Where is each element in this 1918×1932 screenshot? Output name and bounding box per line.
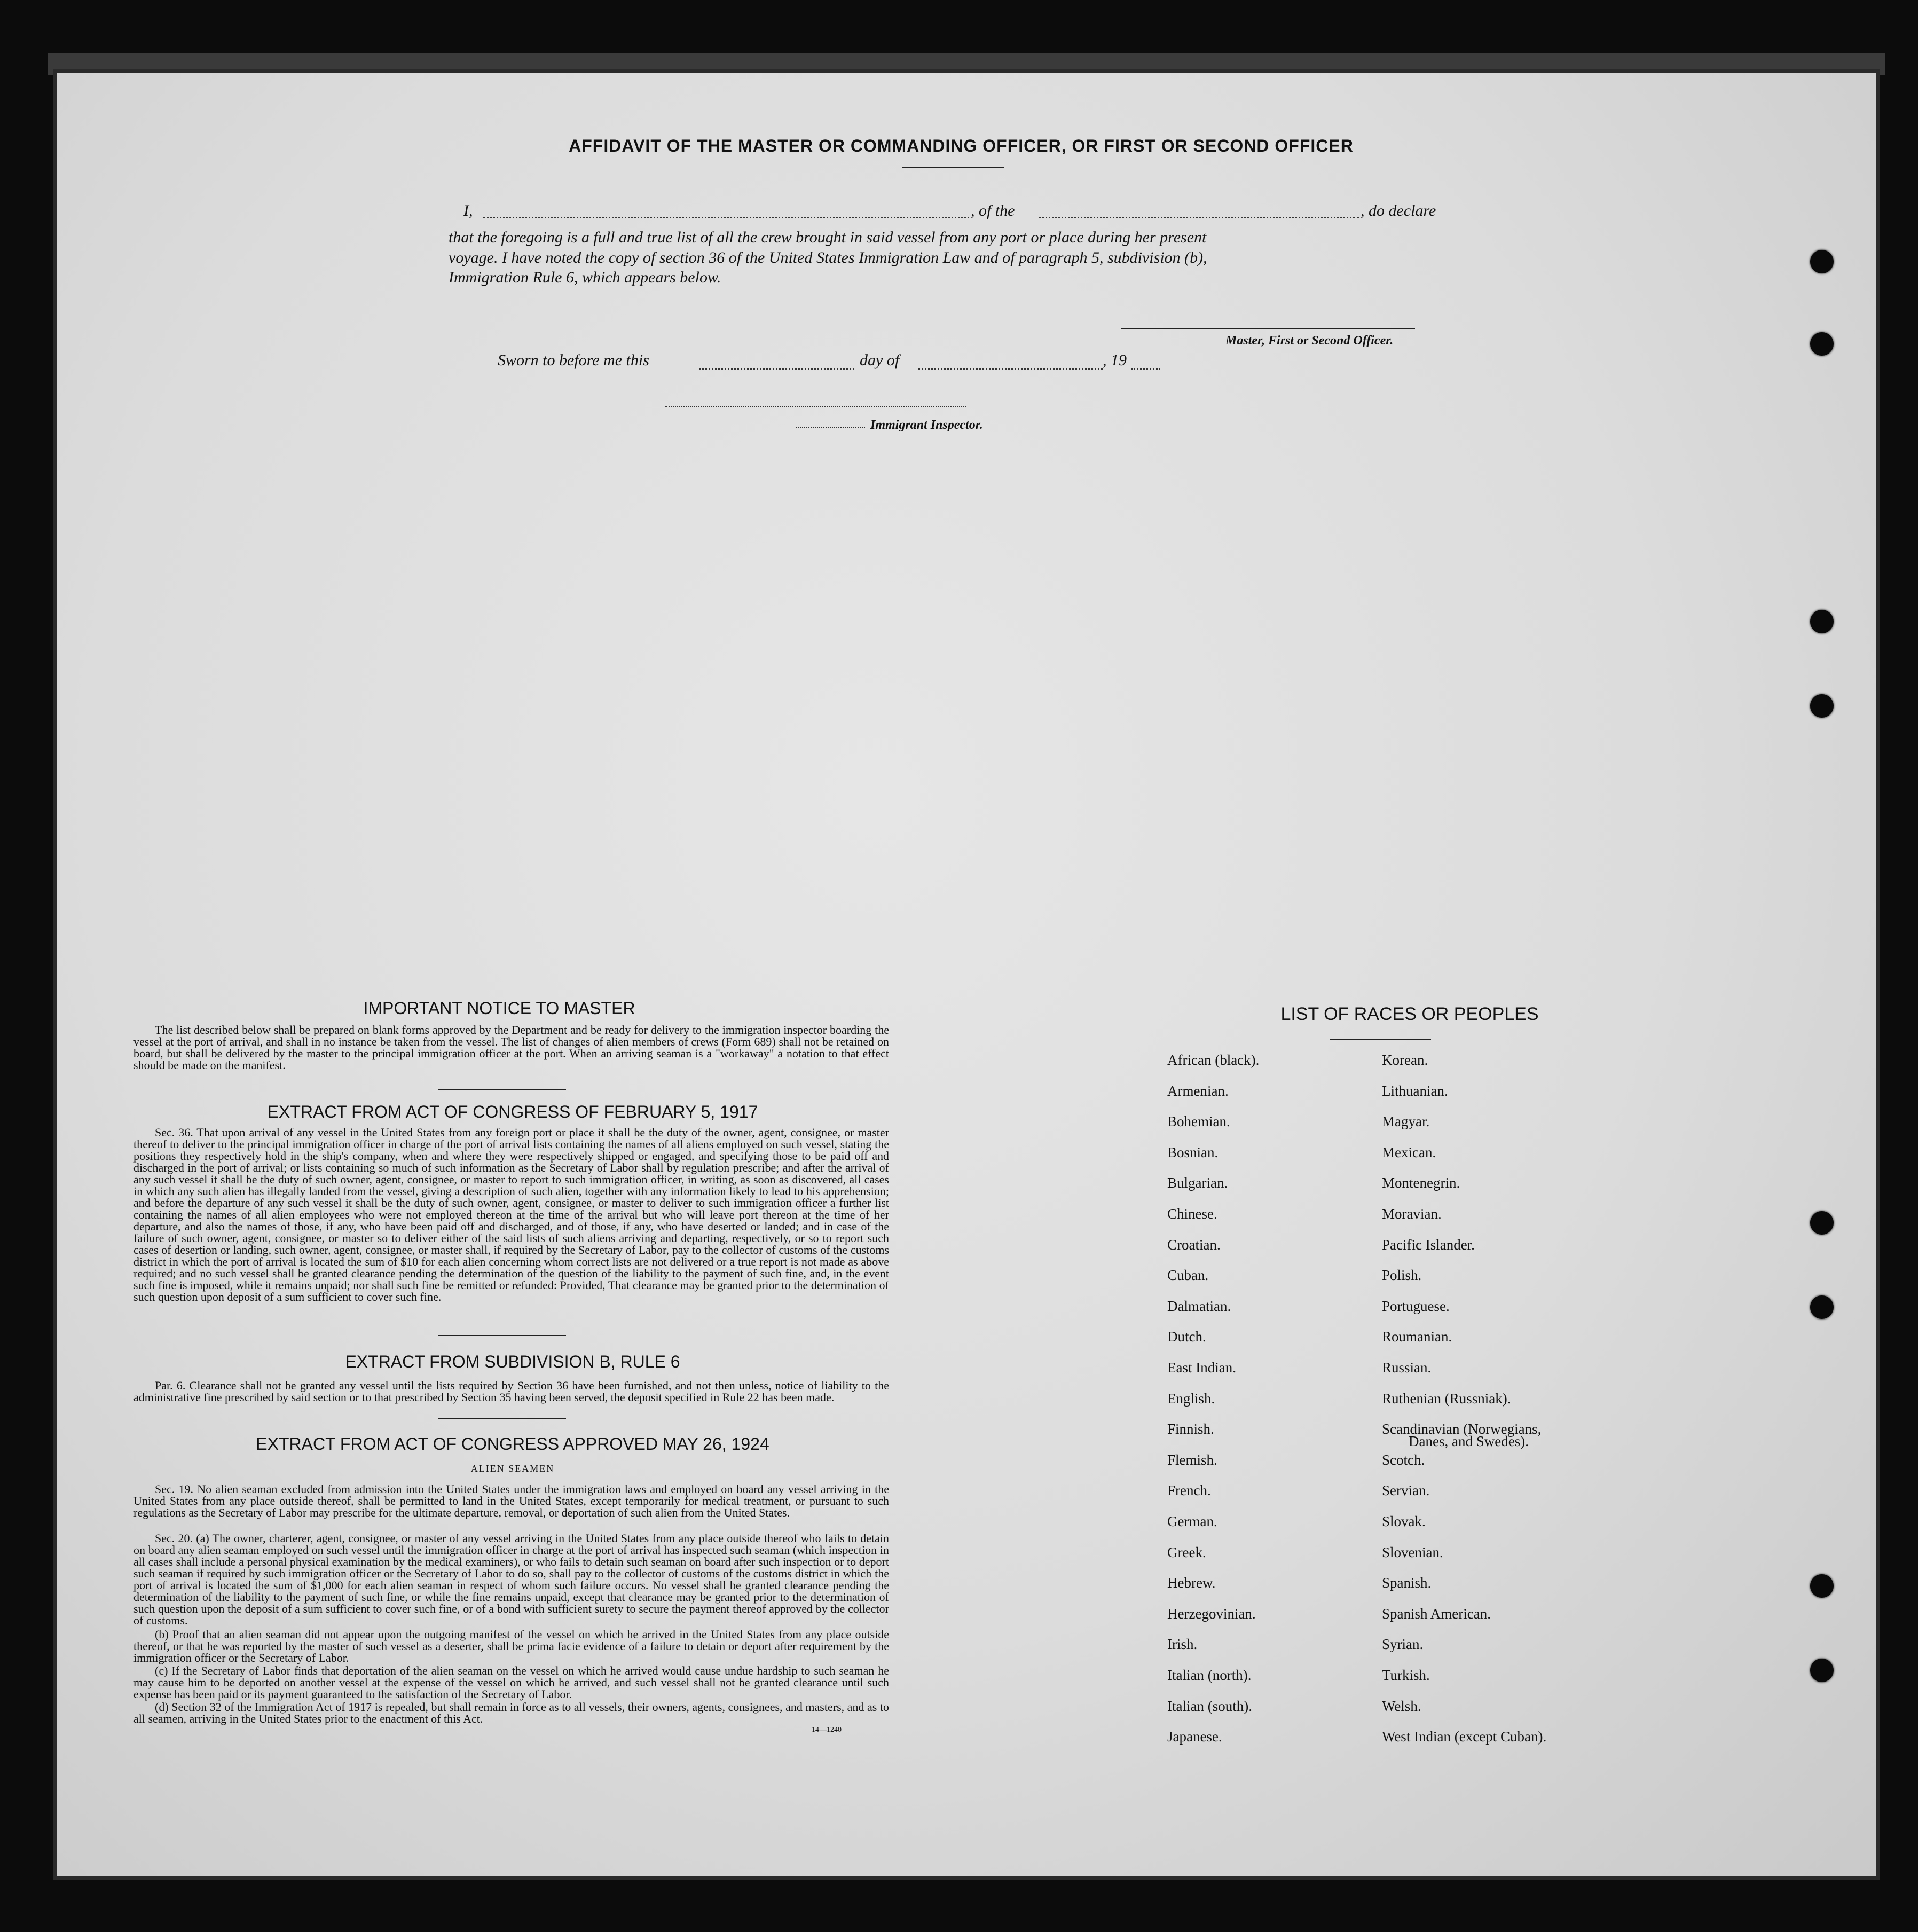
race-item: Spanish American. <box>1382 1605 1491 1622</box>
race-item: Hebrew. <box>1167 1575 1216 1591</box>
extract-rule6-text: Par. 6. Clearance shall not be granted any vessel until the lists required by Section 36 have been furnished, and not then unless, notice of liability to the administrative fine prescribed by said section or to that prescribed by Section 35 having been served, the deposit specified in Rule 22 has been made. <box>133 1379 889 1404</box>
race-item: Roumanian. <box>1382 1329 1452 1345</box>
race-item: Portuguese. <box>1382 1298 1450 1314</box>
race-item: Russian. <box>1382 1360 1432 1376</box>
race-item: Polish. <box>1382 1267 1422 1284</box>
extract-1917-title: EXTRACT FROM ACT OF CONGRESS OF FEBRUARY 5, 1917 <box>267 1102 758 1121</box>
sworn-year: , 19 <box>1103 351 1127 369</box>
binder-hole <box>1810 1295 1834 1319</box>
affidavit-i: I, <box>463 202 473 219</box>
sec20c-text: (c) If the Secretary of Labor finds that deportation of the alien seaman on the vessel on which he arrived would cause undue hardship to such seaman he may cause him to be deported on another vessel at the expense of the vessel on which he arrived, and such vessel shall not be granted clearance until such expense has been paid or its payment guaranteed to the satisfaction of the Secretary of Labor. <box>133 1664 889 1701</box>
sec19-text: Sec. 19. No alien seaman excluded from admission into the United States under the immigration laws and employed on board any vessel arriving in the United States from any place outside thereof, shall be permitted to land in the United States, except temporarily for medical treatment, or pursuant to such regulations as the Secretary of Labor may prescribe for the ultimate departure, removal, or deportation of such alien from the United States. <box>133 1482 889 1519</box>
extract-1917-text: Sec. 36. That upon arrival of any vessel in the United States from any foreign port or place it shall be the duty of the owner, agent, consignee, or master thereof to deliver to the principal immigration officer in charge of the port of arrival lists containing the names of all aliens employed on such vessel, stating the positions they respectively hold in the ship's company, when and where they were respectively shipped or engaged, and specifying those to be paid off and discharged in the port of arrival; or lists containing so much of such information as the Secretary of Labor shall by regulation prescribe; and after the arrival of any such vessel it shall be the duty of such owner, agent, consignee, or master to report to such immigration officer, in writing, as soon as discovered, all cases in which any such alien has illegally landed from the vessel, giving a description of such alien, together with any information likely to lead to his apprehension; and before the departure of any such vessel it shall be the duty of such owner, agent, consignee, or master to deliver to such immigration officer a further list containing the names of all alien employees who were not employed thereon at the time of the arrival but who will leave port thereon at the time of her departure, and also the names of those, if any, who have been paid off and discharged, and of those, if any, who have deserted or landed; and in case of the failure of such owner, agent, consignee, or master so to deliver either of the said lists of such aliens arriving and departing, respectively, or so to report such cases of desertion or landing, such owner, agent, consignee, or master shall, if required by the Secretary of Labor, pay to the collector of customs of the customs district in which the port of arrival is located the sum of $10 for each alien concerning whom correct lists are not delivered or a true report is not made as above required; and no such vessel shall be granted clearance pending the determination of the question of the liability to the payment of such fine, and, in the event such fine is imposed, while it remains unpaid; nor shall such fine be remitted or refunded: Provided, That clearance may be granted prior to the determination of such question upon deposit of a sum sufficient to cover such fine. <box>133 1126 889 1303</box>
race-item: Spanish. <box>1382 1575 1432 1591</box>
race-item: Flemish. <box>1167 1451 1217 1468</box>
races-title: LIST OF RACES OR PEOPLES <box>1280 1004 1539 1024</box>
race-item: Moravian. <box>1382 1206 1442 1222</box>
vessel-blank[interactable] <box>1039 217 1359 218</box>
inspector-short-line <box>796 427 865 428</box>
binder-hole <box>1810 610 1834 633</box>
inspector-label: Immigrant Inspector. <box>870 418 983 432</box>
sworn-month-blank[interactable] <box>918 368 1103 370</box>
form-number: 14—1240 <box>812 1726 842 1734</box>
section-rule <box>438 1089 566 1090</box>
notice-title: IMPORTANT NOTICE TO MASTER <box>363 999 635 1018</box>
affidavit-line3: voyage. I have noted the copy of section 36 of the United States Immigration Law and of paragraph 5, subdivision (b), <box>449 249 1207 266</box>
sec20d-text: (d) Section 32 of the Immigration Act of 1917 is repealed, but shall remain in force as to all vessels, their owners, agents, consignees, and masters, and as to all seamen, arriving in the United States prior to the enactment of this Act. <box>133 1700 889 1725</box>
sworn-day-blank[interactable] <box>699 368 854 370</box>
race-item: Herzegovinian. <box>1167 1605 1256 1622</box>
race-item: Slovak. <box>1382 1513 1426 1529</box>
race-item: Montenegrin. <box>1382 1175 1460 1191</box>
race-item: Servian. <box>1382 1482 1430 1499</box>
race-item: Dalmatian. <box>1167 1298 1231 1314</box>
section-rule <box>438 1418 566 1419</box>
affidavit-declare: , do declare <box>1361 202 1436 219</box>
race-item: Japanese. <box>1167 1729 1222 1745</box>
race-item: Mexican. <box>1382 1144 1436 1160</box>
race-item: Irish. <box>1167 1636 1198 1653</box>
binder-hole <box>1810 1574 1834 1598</box>
sworn-text: Sworn to before me this <box>498 351 649 369</box>
race-item: French. <box>1167 1482 1211 1499</box>
race-item: Croatian. <box>1167 1236 1221 1253</box>
race-item: Chinese. <box>1167 1206 1217 1222</box>
race-item: Cuban. <box>1167 1267 1209 1284</box>
extract-1924-title: EXTRACT FROM ACT OF CONGRESS APPROVED MAY 26, 1924 <box>256 1434 769 1454</box>
race-item: Scotch. <box>1382 1451 1425 1468</box>
race-item: Ruthenian (Russniak). <box>1382 1390 1511 1407</box>
binder-hole <box>1810 1659 1834 1682</box>
races-rule <box>1330 1039 1431 1040</box>
binder-hole <box>1810 332 1834 356</box>
scandinavian-continuation: Danes, and Swedes). <box>1409 1433 1529 1449</box>
race-item: Lithuanian. <box>1382 1082 1448 1099</box>
race-item: Finnish. <box>1167 1421 1214 1438</box>
race-item: Italian (south). <box>1167 1698 1252 1714</box>
sworn-year-blank[interactable] <box>1131 368 1160 370</box>
race-item: Pacific Islander. <box>1382 1236 1475 1253</box>
race-item: Bosnian. <box>1167 1144 1219 1160</box>
race-item: German. <box>1167 1513 1217 1529</box>
sec20b-text: (b) Proof that an alien seaman did not appear upon the outgoing manifest of the vessel on which he arrived in the United States from any place outside thereof, or that he was reported by the master of such vessel as a deserter, shall be prima facie evidence of a failure to detain or deport after requirement by the immigration officer or the Secretary of Labor. <box>133 1628 889 1664</box>
race-item: West Indian (except Cuban). <box>1382 1729 1547 1745</box>
race-item: Armenian. <box>1167 1082 1229 1099</box>
master-signature-line[interactable] <box>1121 328 1415 329</box>
binder-hole <box>1810 250 1834 273</box>
race-item: East Indian. <box>1167 1360 1236 1376</box>
race-item: Turkish. <box>1382 1667 1430 1683</box>
race-item: Korean. <box>1382 1052 1428 1068</box>
race-item: Bulgarian. <box>1167 1175 1228 1191</box>
inspector-signature-line[interactable] <box>665 406 966 407</box>
name-blank[interactable] <box>483 217 969 218</box>
race-item: Magyar. <box>1382 1113 1430 1130</box>
extract-rule6-title: EXTRACT FROM SUBDIVISION B, RULE 6 <box>345 1352 680 1371</box>
affidavit-title: AFFIDAVIT OF THE MASTER OR COMMANDING OFFICER, OR FIRST OR SECOND OFFICER <box>569 136 1354 155</box>
race-item: English. <box>1167 1390 1215 1407</box>
race-item: Dutch. <box>1167 1329 1206 1345</box>
binder-hole <box>1810 694 1834 718</box>
race-item: Greek. <box>1167 1544 1206 1560</box>
master-signature-label: Master, First or Second Officer. <box>1225 334 1394 348</box>
notice-text: The list described below shall be prepared on blank forms approved by the Department and be ready for delivery to the immigration inspector boarding the vessel at the port of arrival, and shall in no instance be taken from the vessel. The list of changes of alien members of crews (Form 689) shall not be retained on board, but shall be delivered by the master to the principal immigration officer at the port. When an arriving seaman is a "workaway" a notation to that effect should be made on the manifest. <box>133 1023 889 1072</box>
race-item: Syrian. <box>1382 1636 1424 1653</box>
affidavit-line2: that the foregoing is a full and true list of all the crew brought in said vessel from any port or place during her present <box>449 229 1207 246</box>
affidavit-of-the: , of the <box>971 202 1015 219</box>
title-rule <box>902 167 1004 168</box>
race-item: Italian (north). <box>1167 1667 1252 1683</box>
race-item: Bohemian. <box>1167 1113 1230 1130</box>
race-item: Welsh. <box>1382 1698 1421 1714</box>
race-item: Slovenian. <box>1382 1544 1443 1560</box>
race-item: African (black). <box>1167 1052 1260 1068</box>
section-rule <box>438 1335 566 1336</box>
race-item: Scandinavian (Norwegians, <box>1382 1421 1542 1438</box>
sworn-day-of: day of <box>860 351 900 369</box>
affidavit-line4: Immigration Rule 6, which appears below. <box>449 269 721 286</box>
sec20a-text: Sec. 20. (a) The owner, charterer, agent, consignee, or master of any vessel arriving in the United States from any place outside thereof who fails to detain on board any alien seaman employed on such vessel until the immigration officer in charge at the port of arrival has inspected such seaman (which inspection in all cases shall include a personal physical examination by the medical examiners), or who fails to detain such seaman on board after such inspection or to deport such seaman if required by such immigration officer or the Secretary of Labor to do so, shall pay to the collector of customs of the customs district in which the port of arrival is located the sum of $1,000 for each alien seaman in respect of whom such failure occurs. No vessel shall be granted clearance pending the determination of the liability to the payment of such fine, or while the fine remains unpaid, except that clearance may be granted prior to the determination of such question upon the deposit of a sum sufficient to cover such fine, or of a bond with sufficient surety to secure the payment thereof approved by the collector of customs. <box>133 1532 889 1627</box>
alien-seamen-subtitle: ALIEN SEAMEN <box>470 1463 555 1474</box>
binder-hole <box>1810 1211 1834 1235</box>
